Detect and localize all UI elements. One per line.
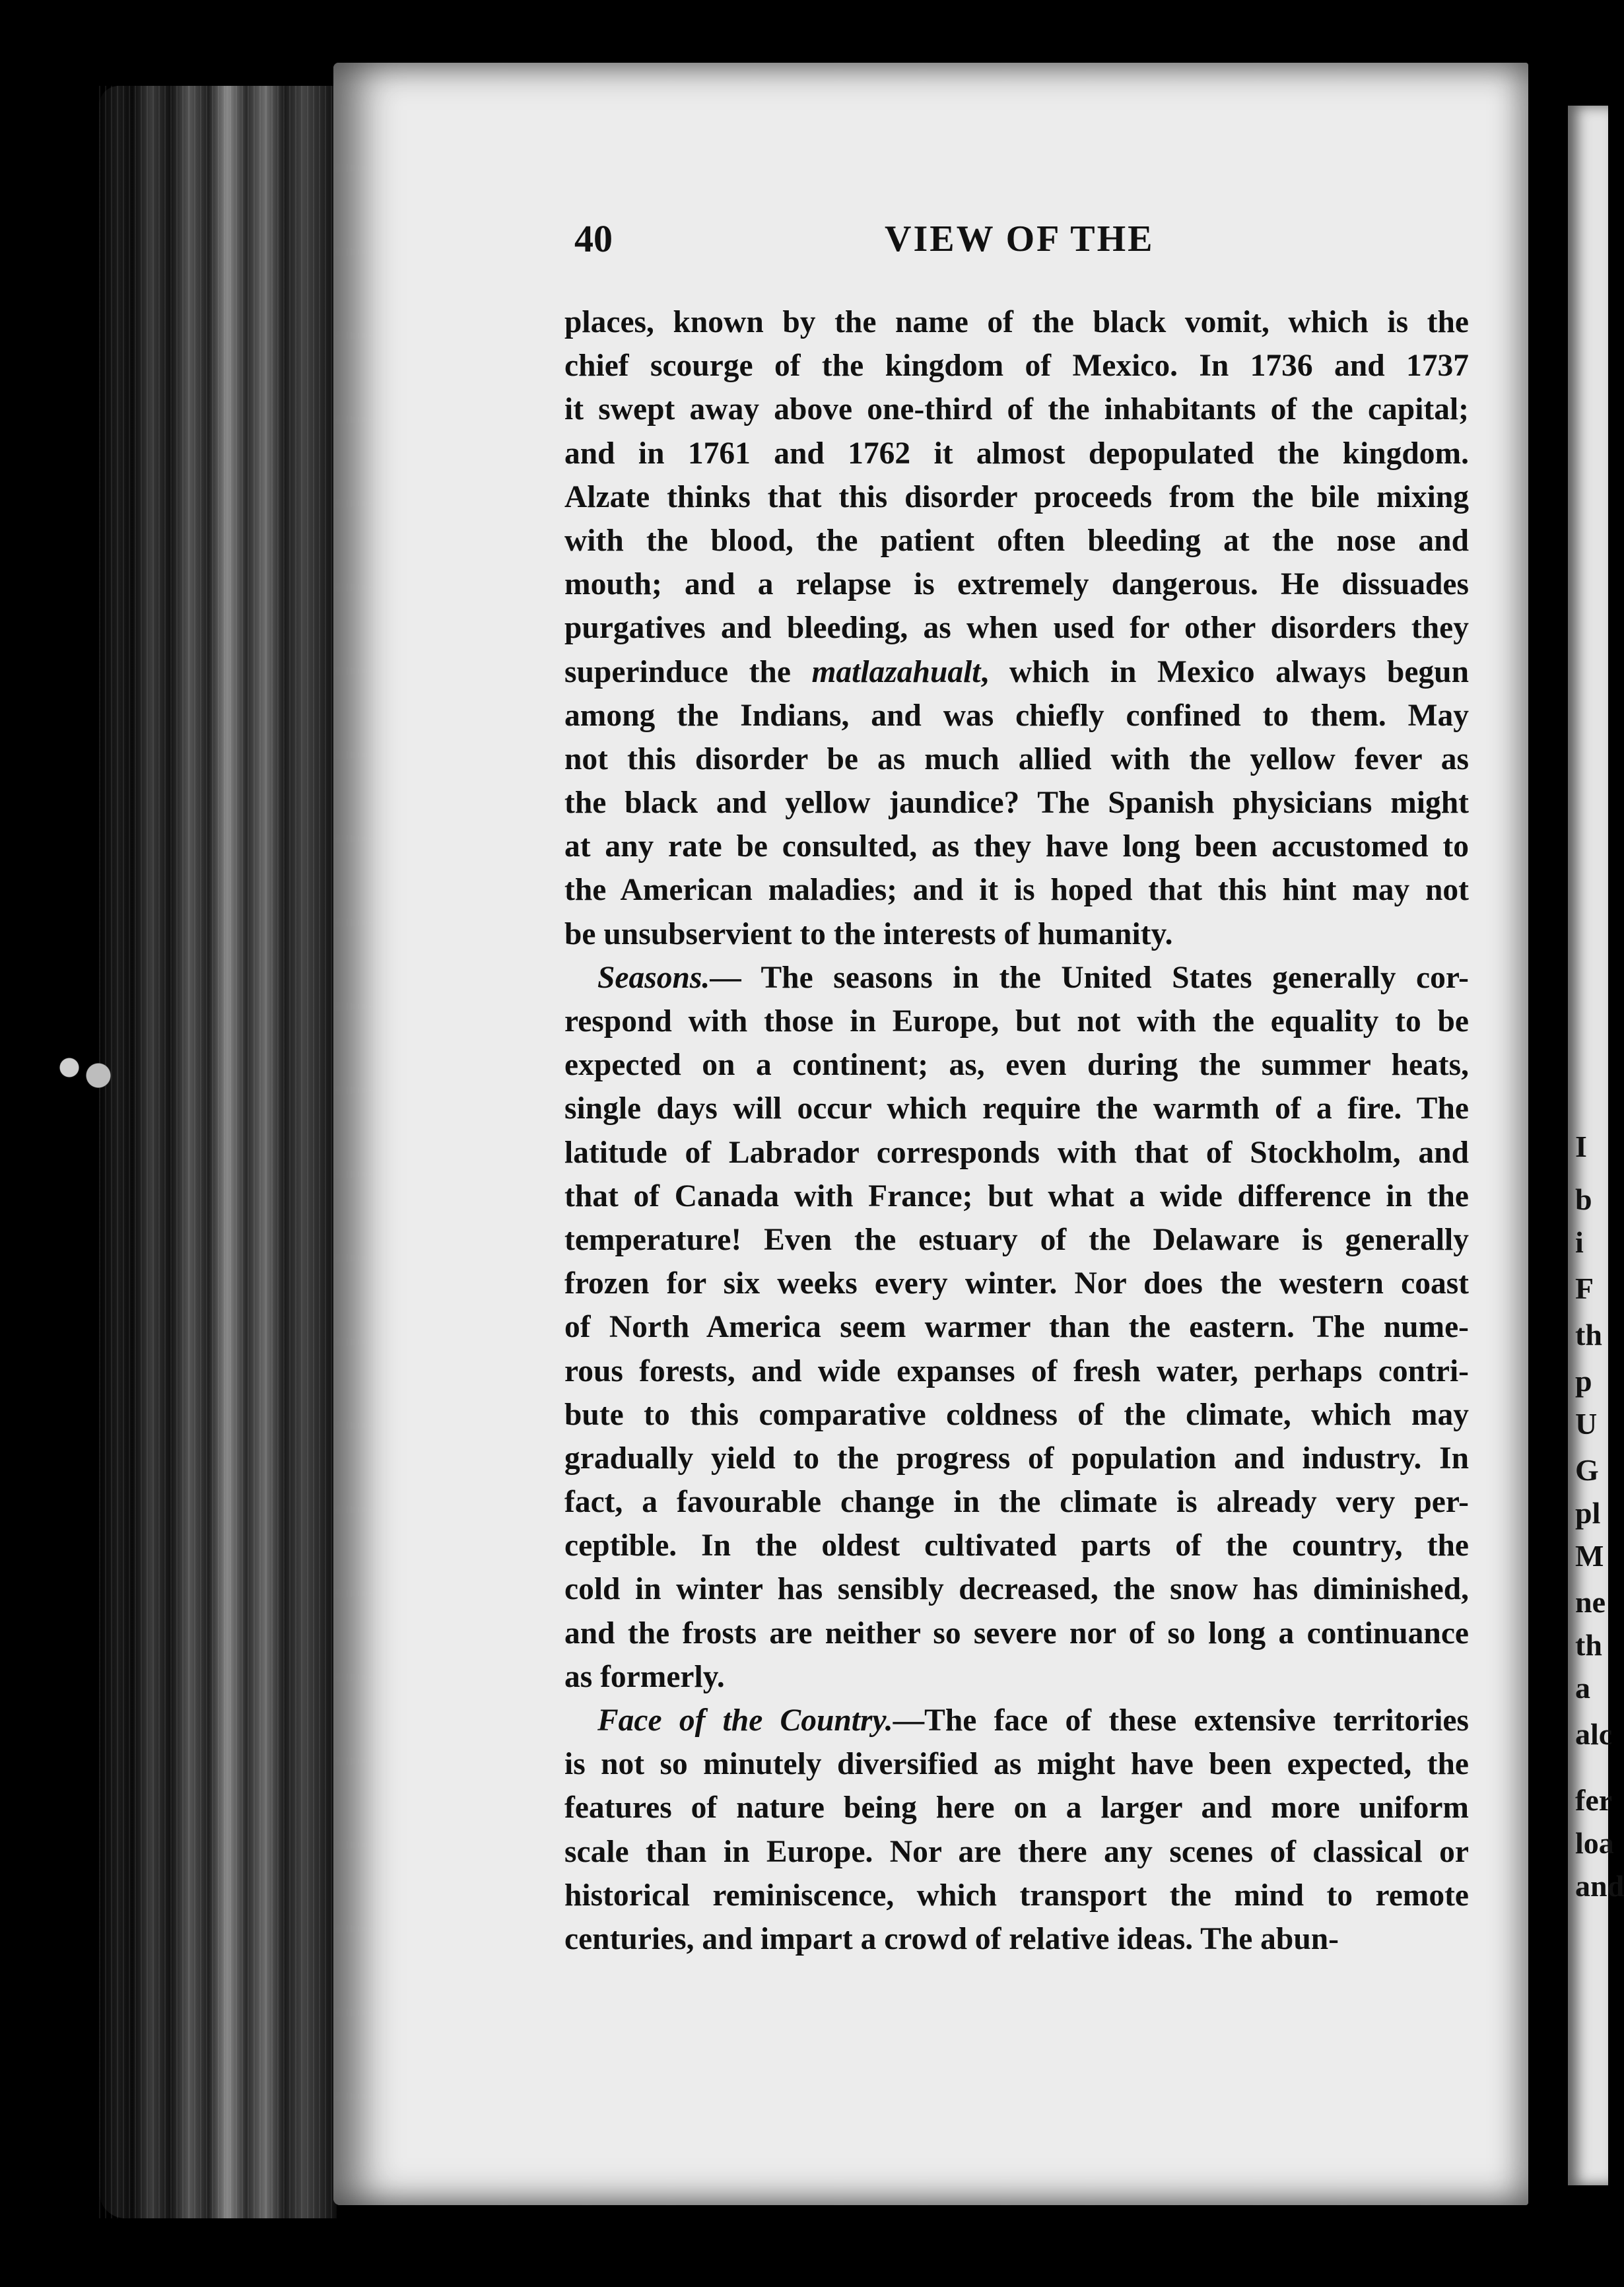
facing-page-fragment: fer	[1575, 1783, 1613, 1817]
text-line: chief scourge of the kingdom of Mexico. In 1736 and 1737	[564, 349, 1469, 384]
text-line: frozen for six weeks every winter. Nor does the western coast	[564, 1266, 1469, 1301]
text-line: with the blood, the patient often bleeding at the nose and	[564, 523, 1469, 558]
facing-page-fragment: i	[1575, 1225, 1584, 1259]
facing-page-fragment: F	[1575, 1272, 1594, 1305]
text-line: ceptible. In the oldest cultivated parts of the country, the	[564, 1528, 1469, 1563]
text-line: historical reminiscence, which transport the mind to remote	[564, 1878, 1469, 1913]
facing-page-fragment: th	[1575, 1628, 1602, 1662]
facing-page-fragment: ne	[1575, 1585, 1606, 1619]
text-line: be unsubservient to the interests of humanity.	[564, 916, 1173, 951]
text-line: centuries, and impart a crowd of relative ideas. The abun-	[564, 1921, 1339, 1956]
text-line: and in 1761 and 1762 it almost depopulated the kingdom.	[564, 436, 1469, 471]
text-line: expected on a continent; as, even during the summer heats,	[564, 1048, 1469, 1083]
text-line: purgatives and bleeding, as when used for other disorders they	[564, 611, 1469, 646]
italic-term: Face of the Country.	[597, 1703, 893, 1738]
text-line: is not so minutely diversified as might have been expected, the	[564, 1747, 1469, 1782]
facing-page-fragment: loa	[1575, 1826, 1614, 1860]
text-segment: —The face of these extensive territories	[893, 1703, 1469, 1738]
text-line: respond with those in Europe, but not with the equality to be	[564, 1004, 1469, 1039]
text-line: not this disorder be as much allied with the yellow fever as	[564, 741, 1469, 776]
facing-page-fragment: a	[1575, 1671, 1590, 1705]
text-line: and the frosts are neither so severe nor of so long a continuance	[564, 1616, 1469, 1651]
text-line: it swept away above one-third of the inhabitants of the capital;	[564, 392, 1469, 427]
text-line: cold in winter has sensibly decreased, the snow has diminished,	[564, 1572, 1469, 1607]
text-line: scale than in Europe. Nor are there any scenes of classical or	[564, 1834, 1469, 1869]
facing-page-fragment: I	[1575, 1130, 1587, 1163]
italic-term: matlazahualt	[811, 654, 981, 689]
body-text	[564, 300, 1469, 1961]
page-number: 40	[574, 217, 613, 260]
italic-term: Seasons.	[597, 960, 710, 995]
facing-page-fragment: M	[1575, 1539, 1604, 1573]
book-fore-edge	[99, 86, 337, 2218]
text-line: of North America seem warmer than the eastern. The nume-	[564, 1310, 1469, 1345]
running-head: VIEW OF THE	[885, 219, 1155, 259]
text-line	[564, 650, 1469, 694]
text-line: as formerly.	[564, 1659, 725, 1694]
text-line: features of nature being here on a larger and more uniform	[564, 1791, 1469, 1826]
text-line: fact, a favourable change in the climate is already very per-	[564, 1485, 1469, 1520]
text-line: the black and yellow jaundice? The Spanish physicians might	[564, 786, 1469, 821]
facing-page-fragment: and	[1575, 1869, 1624, 1903]
scan-artifact	[48, 1046, 120, 1099]
facing-page-fragment: alc	[1575, 1717, 1613, 1751]
facing-page-fragment: pl	[1575, 1496, 1601, 1530]
facing-page-fragments	[1571, 0, 1624, 2287]
facing-page-fragment: b	[1575, 1182, 1592, 1216]
facing-page-fragment: G	[1575, 1453, 1599, 1487]
text-line: among the Indians, and was chiefly confined to them. May	[564, 698, 1469, 733]
text-line: that of Canada with France; but what a wide difference in the	[564, 1178, 1469, 1213]
text-line	[564, 956, 1469, 1000]
facing-page-fragment: U	[1575, 1407, 1598, 1441]
text-line: latitude of Labrador corresponds with that of Stockholm, and	[564, 1135, 1469, 1170]
text-line: Alzate thinks that this disorder proceeds from the bile mixing	[564, 479, 1469, 514]
text-line: bute to this comparative coldness of the climate, which may	[564, 1397, 1469, 1432]
text-line: temperature! Even the estuary of the Delaware is generally	[564, 1222, 1469, 1257]
text-segment: — The seasons in the United States generally cor-	[710, 960, 1469, 995]
facing-page-fragment: p	[1575, 1364, 1592, 1398]
text-segment: superinduce the	[564, 654, 812, 689]
text-line: places, known by the name of the black vomit, which is the	[564, 305, 1469, 339]
text-segment: , which in Mexico always begun	[980, 654, 1470, 689]
text-line: single days will occur which require the warmth of a fire. The	[564, 1091, 1469, 1126]
text-line: at any rate be consulted, as they have long been accustomed to	[564, 829, 1469, 864]
text-line: gradually yield to the progress of population and industry. In	[564, 1441, 1469, 1476]
text-line: the American maladies; and it is hoped that this hint may not	[564, 873, 1469, 908]
text-line: mouth; and a relapse is extremely dangerous. He dissuades	[564, 567, 1469, 602]
text-line	[564, 1699, 1469, 1742]
facing-page-fragment: th	[1575, 1318, 1602, 1351]
text-line: rous forests, and wide expanses of fresh water, perhaps contri-	[564, 1353, 1469, 1388]
